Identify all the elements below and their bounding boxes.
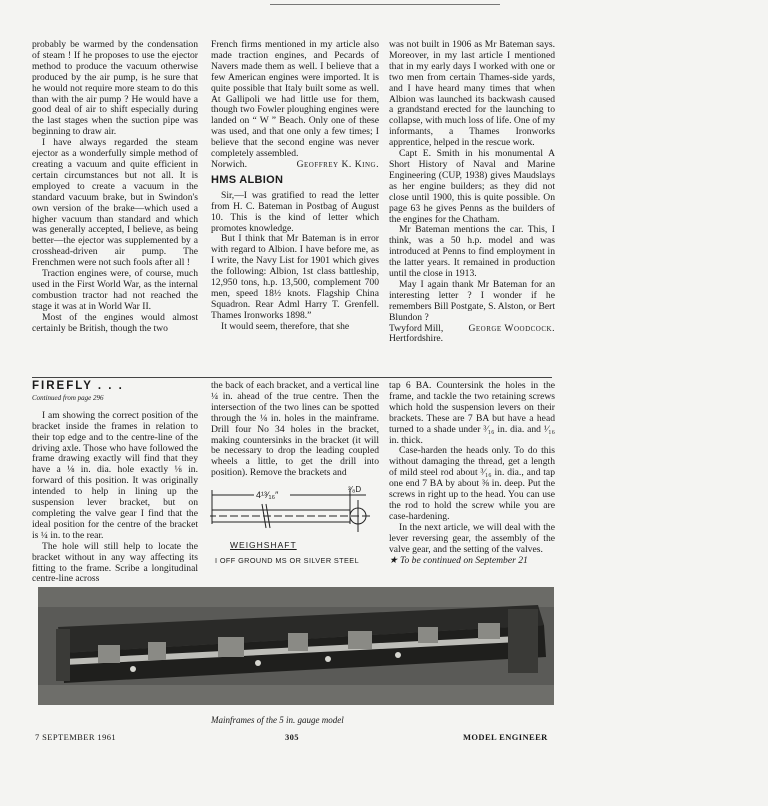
paragraph: Traction engines were, of course, much used in the First World War, as the internal combustion tractor had not reached the stage it was at in World War II.: [32, 268, 198, 312]
signature-name: Geoffrey K. King.: [296, 158, 379, 170]
paragraph: But I think that Mr Bateman is in error with regard to Albion. I have before me, as I write, the Navy List for 1901 which gives the following: Albion, 1st class battleship, 12,950 tons, h.p. 13,500, complement 700 men, speed 18½ knots. Flagship China Squadron. Rear Adml Harry T. Grenfell. Thames Ironworks 1898.”: [211, 233, 379, 321]
footer-date: 7 SEPTEMBER 1961: [35, 732, 117, 742]
length-label: 4¹³⁄₁₆″: [256, 490, 279, 500]
paragraph: The hole will still help to locate the bracket without in any way affecting its fitting to the frame. Scribe a longitudinal centre-line across: [32, 540, 198, 585]
paragraph: tap 6 BA. Countersink the holes in the frame, and tackle the two retaining screws which hold the suspension levers on their brackets. These are 7 BA but have a head turned to a shade under ³⁄₁₆ in. dia. and ¹⁄₁₆ in. thick.: [389, 380, 555, 446]
paragraph: was not built in 1906 as Mr Bateman says. Moreover, in my last article I mentioned that in my early days I worked with one or two men from certain Thames-side yards, and I have heard many times that when Albion was launched its backwash caused a grandstand erected for the launching to collapse, with much loss of life. One of my informants, a Thames Ironworks apprentice, helped in the rescue work.: [389, 39, 555, 149]
firefly-column-1: [32, 381, 198, 585]
top-column-3: [389, 40, 555, 345]
article-title: FIREFLY . . .: [32, 380, 124, 392]
dia-label: ³⁄₈D: [348, 485, 362, 494]
paragraph: probably be warmed by the condensation of steam ! If he proposes to use the ejector method to produce the vacuum otherwise produced by the air pump, is he sure that he would not require more steam to do this than with the air pump ? He would have a good deal of air to shift especially during the last stages when the suction pipe was beginning to draw air.: [32, 39, 198, 138]
paragraph: I have always regarded the steam ejector as a wonderfully simple method of creating a vacuum and quite efficient in certain circumstances but not all. It is employed to create a vacuum in the standard vacuum brake, but in Swindon's own version of the brake—which used a higher vacuum than standard and which was generally accepted, I believe, as being better—the ejector was supplemented by a crosshead-driven air pump. The Frenchmen were not such fools after all !: [32, 137, 198, 269]
paragraph: Most of the engines would almost certainly be British, though the two: [32, 311, 198, 334]
drawing-title: WEIGHSHAFT: [230, 540, 297, 550]
signature: [211, 160, 379, 171]
continued-next: ★ To be continued on September 21: [389, 554, 528, 566]
mainframes-photo: [38, 587, 554, 705]
drawing-subtitle: I OFF GROUND MS OR SILVER STEEL: [215, 556, 360, 565]
footer-page-number: 305: [285, 732, 299, 742]
firefly-column-3: [389, 381, 555, 566]
paragraph: the back of each bracket, and a vertical line ¼ in. ahead of the true centre. Then the intersection of the two lines can be spotted through the ⅛ in. holes in the mainframe. Drill four No 34 holes in the bracket, making countersinks in the bracket (it will be necessary to drop the leading coupled wheels a little, to get the drill into position). Remove the brackets and: [211, 380, 379, 479]
top-column-1: [32, 40, 198, 334]
paragraph: It would seem, therefore, that she: [221, 320, 350, 332]
signature-place: Norwich.: [211, 158, 247, 170]
paragraph: Case-harden the heads only. To do this without damaging the thread, get a length of mild steel rod about ³⁄₁₆ in. dia., and tap one end 7 BA by about ⅜ in. deep. Put the screws in right up to the head. You can use the rod to hold the screw while you are case-hardening.: [389, 445, 555, 522]
paragraph: French firms mentioned in my article also made traction engines, and Pecards of Navers made them as well. I believe that a few American engines were imported. It is quite possible that Italy built some as well. At Gallipoli we had little use for them, though two Fowler ploughing engines were landed on “ W ” Beach. Only one of these was used, and that one only a few times; I believe that the second engine was never completely assembled.: [211, 39, 379, 160]
photo-illustration: [38, 587, 554, 705]
top-column-2: [211, 40, 379, 333]
signature-place-2: Hertfordshire.: [389, 333, 444, 345]
paragraph: May I again thank Mr Bateman for an interesting letter ? I wonder if he remembers Bill Postgate, S. Alston, or Bert Blundon ?: [389, 278, 556, 323]
signature-name: George Woodcock.: [468, 322, 555, 334]
paragraph: Sir,—I was gratified to read the letter from H. C. Bateman in Postbag of August 10. This is the kind of letter which promotes knowledge.: [211, 189, 379, 234]
top-rule: [270, 4, 500, 5]
footer-magazine: MODEL ENGINEER: [463, 732, 548, 742]
paragraph: In the next article, we will deal with the lever reversing gear, the assembly of the valve gear, and the setting of the valves.: [389, 521, 555, 555]
paragraph: Mr Bateman mentions the car. This, I think, was a 50 h.p. model and was introduced at Penns to find employment in the latter years. It remained in production until the close in 1913.: [389, 224, 555, 280]
paragraph: I am showing the correct position of the bracket inside the frames in relation to their top edge and to the centre-line of the driving axle. Those who have followed the frame drawing exactly will find that they have a ⅛ in. dia. hole exactly ⅛ in. forward of this position. It was originally intended to help in lining up the suspension lever bracket, but on completing the valve gear I find that the ideal position for the centre of the bracket is ¼ in. to the rear.: [32, 409, 198, 541]
firefly-column-2: [211, 381, 379, 479]
section-divider: [32, 377, 552, 378]
photo-caption: Mainframes of the 5 in. gauge model: [211, 715, 344, 725]
paragraph: Capt E. Smith in his monumental A Short History of Naval and Marine Engineering (CUP, 1938) gives Maudslays as her engine builders; as they did not close until 1900, this is quite possible. On page 63 he gives Penns as the builders of the engines for the Chatham.: [389, 148, 555, 225]
section-heading: HMS ALBION: [211, 173, 284, 186]
continued-from: Continued from page 296: [32, 393, 104, 402]
signature-place: Twyford Mill,: [389, 322, 444, 334]
